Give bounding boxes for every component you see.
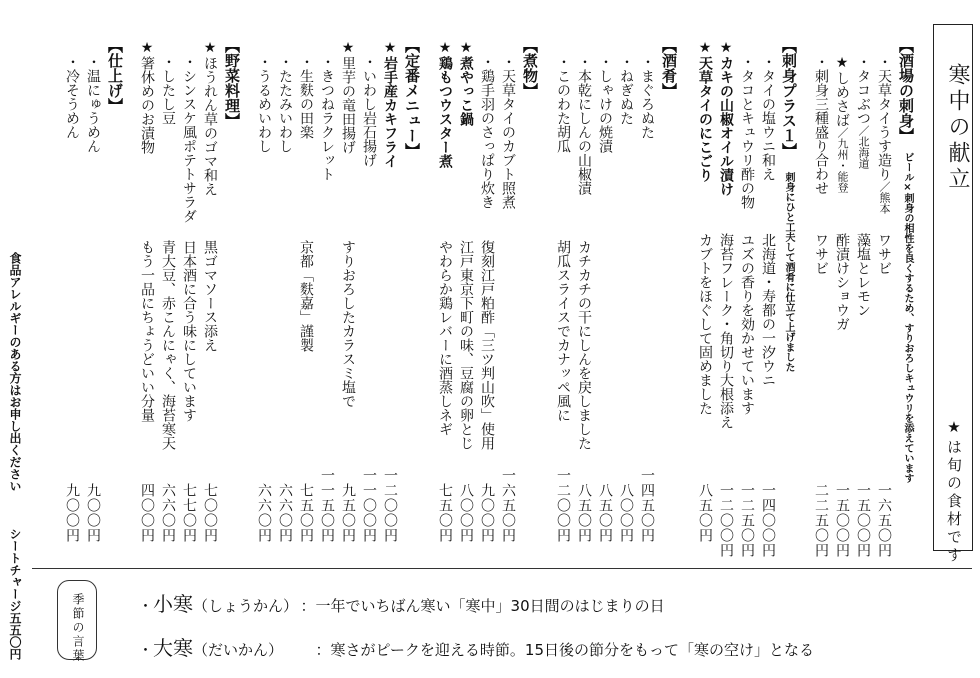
menu-item-desc: 海苔フレーク・角切り大根添え bbox=[718, 233, 734, 429]
menu-item-price: 一六五〇円 bbox=[500, 468, 516, 543]
menu-item-name: ・温にゅうめん bbox=[85, 55, 101, 153]
menu-item-price: 一五〇〇円 bbox=[855, 483, 871, 558]
menu-item-desc: 黒ゴマソース添え bbox=[202, 240, 218, 352]
menu-item-desc: もう一品にちょうどいい分量 bbox=[139, 240, 155, 422]
menu-item-desc: すりおろしたカラスミ塩で bbox=[340, 240, 356, 408]
menu-item-name: ・きつねラクレット bbox=[319, 55, 335, 181]
menu-item-price: 八五〇円 bbox=[576, 483, 592, 543]
menu-item-name: ★鶏もつウスター煮 bbox=[437, 40, 453, 168]
menu-item-desc: やわらか鶏レバーに酒蒸しネギ bbox=[437, 240, 453, 436]
menu-item-name: ★ほうれん草のゴマ和え bbox=[202, 40, 218, 196]
season-term: ・大寒（だいかん） ：寒さがピークを迎える時節。15日後の節分をもって「寒の空け」となる bbox=[138, 636, 815, 660]
menu-item-price: 一二〇〇円 bbox=[718, 483, 734, 558]
menu-item-name: ・したし豆 bbox=[160, 55, 176, 125]
menu-item-desc: 日本酒に合う味にしています bbox=[181, 240, 197, 422]
sashimi-note: ビール×刺身の相性を良くするため、すりおろしキュウリを添えています bbox=[902, 152, 913, 483]
menu-item-name: ・うるめいわし bbox=[256, 55, 272, 153]
menu-item-price: 一二〇〇円 bbox=[555, 468, 571, 543]
menu-item-price: 九五〇円 bbox=[340, 483, 356, 543]
menu-item-price: 九〇〇円 bbox=[479, 483, 495, 543]
season-label-box bbox=[57, 580, 97, 663]
menu-item-price: 六六〇円 bbox=[160, 483, 176, 543]
menu-item-price: 一二五〇円 bbox=[739, 483, 755, 558]
menu-item-price: 七〇〇円 bbox=[202, 483, 218, 543]
sashimi-plus-note: 刺身にひと工夫して酒肴に仕立て上げました bbox=[783, 172, 794, 372]
menu-item-desc: 胡瓜スライスでカナッペ風に bbox=[555, 240, 571, 422]
allergy-note: 食品アレルギーのある方はお申し出ください bbox=[8, 252, 22, 492]
menu-item-price: 四〇〇円 bbox=[139, 483, 155, 543]
menu-item-name: ・鶏手羽のさっぱり炊き bbox=[479, 55, 495, 209]
menu-item-price: 九〇〇円 bbox=[85, 483, 101, 543]
menu-item-name: ・タイの塩ウニ和え bbox=[760, 55, 776, 181]
menu-item-desc: カチカチの干にしんを戻しました bbox=[576, 240, 592, 450]
menu-item-price: 一六五〇円 bbox=[876, 483, 892, 558]
menu-item-price: 一五〇〇円 bbox=[834, 483, 850, 558]
menu-item-price: 一一五〇円 bbox=[319, 468, 335, 543]
section-heading-sakana: 【酒肴】 bbox=[660, 38, 678, 98]
menu-item-name: ・タコぶつ／北海道 bbox=[855, 55, 871, 169]
menu-item-name: ・たたみいわし bbox=[277, 55, 293, 153]
menu-item-name: ・いわし岩石揚げ bbox=[361, 55, 377, 167]
menu-item-desc: ワサビ bbox=[876, 233, 892, 275]
menu-item-name: ・本乾にしんの山椒漬 bbox=[576, 55, 592, 195]
menu-item-price: 九〇〇円 bbox=[64, 483, 80, 543]
menu-item-price: 一四〇〇円 bbox=[760, 483, 776, 558]
menu-item-price: 八〇〇円 bbox=[458, 483, 474, 543]
menu-item-name: ★岩手産カキフライ bbox=[382, 40, 398, 168]
menu-item-price: 一一〇〇円 bbox=[361, 468, 377, 543]
seasonal-note: ★は旬の食材です bbox=[945, 418, 963, 565]
menu-item-name: ★しめさば／九州・能登 bbox=[834, 55, 850, 193]
menu-item-name: ★箸休めのお漬物 bbox=[139, 40, 155, 154]
menu-item-name: ・刺身三種盛り合わせ bbox=[813, 55, 829, 195]
menu-item-desc: 京都「麩嘉」謹製 bbox=[298, 240, 314, 352]
menu-item-name: ★天草タイのにこごり bbox=[697, 40, 713, 182]
menu-item-name: ・このわた胡瓜 bbox=[555, 55, 571, 153]
menu-item-name: ★カキの山椒オイル漬け bbox=[718, 40, 734, 196]
menu-item-desc: 北海道・寿都の一汐ウニ bbox=[760, 233, 776, 387]
menu-item-name: ★里芋の竜田揚げ bbox=[340, 40, 356, 154]
menu-item-price: 八五〇円 bbox=[597, 483, 613, 543]
menu-item-name: ・ねぎぬた bbox=[618, 55, 634, 125]
menu-item-price: 八五〇円 bbox=[697, 483, 713, 543]
title-box bbox=[933, 24, 973, 565]
menu-item-name: ・タコとキュウリ酢の物 bbox=[739, 55, 755, 209]
menu-item-desc: カブトをほぐして固めました bbox=[697, 233, 713, 415]
menu-item-name: ・冷そうめん bbox=[64, 55, 80, 139]
menu-item-name: ・まぐろぬた bbox=[639, 55, 655, 139]
menu-item-name: ・しゃけの焼漬 bbox=[597, 55, 613, 153]
menu-item-price: 七五〇円 bbox=[298, 483, 314, 543]
menu-item-price: 六六〇円 bbox=[277, 483, 293, 543]
menu-item-price: 八〇〇円 bbox=[618, 483, 634, 543]
menu-item-desc: 酢漬けショウガ bbox=[834, 233, 850, 331]
section-heading-teiban: 【定番メニュー】 bbox=[403, 38, 421, 158]
section-heading-shiage: 【仕上げ】 bbox=[106, 38, 124, 113]
menu-item-name: ・生麩の田楽 bbox=[298, 55, 314, 139]
menu-item-price: 六六〇円 bbox=[256, 483, 272, 543]
season-label: 季節の言葉 bbox=[71, 593, 85, 663]
section-heading-sashimi-plus: 【刺身プラス１】 bbox=[780, 38, 798, 158]
menu-item-price: 二二五〇円 bbox=[813, 483, 829, 558]
menu-item-desc: 江戸東京下町の味、豆腐の卵とじ bbox=[458, 240, 474, 450]
menu-item-desc: 復刻江戸粕酢「三ツ判山吹」使用 bbox=[479, 240, 495, 450]
menu-item-name: ・天草タイのカブト照煮 bbox=[500, 55, 516, 209]
season-term: ・小寒（しょうかん） ：一年でいちばん寒い「寒中」30日間のはじまりの日 bbox=[138, 592, 665, 616]
menu-item-desc: 藻塩とレモン bbox=[855, 233, 871, 317]
section-heading-sashimi: 【酒場の刺身】 bbox=[897, 38, 915, 143]
divider bbox=[32, 568, 972, 569]
page-title: 寒中の献立 bbox=[945, 63, 970, 193]
menu-item-name: ★煮やっこ鍋 bbox=[458, 40, 474, 126]
menu-item-desc: ワサビ bbox=[813, 233, 829, 275]
menu-item-price: 一四五〇円 bbox=[639, 468, 655, 543]
menu-item-price: 七五〇円 bbox=[437, 483, 453, 543]
section-heading-yasai: 【野菜料理】 bbox=[223, 38, 241, 128]
menu-item-desc: 青大豆、赤こんにゃく、海苔寒天 bbox=[160, 240, 176, 450]
menu-item-name: ・シンスケ風ポテトサラダ bbox=[181, 55, 197, 223]
menu-item-price: 一二〇〇円 bbox=[382, 468, 398, 543]
section-heading-nimono: 【煮物】 bbox=[521, 38, 539, 98]
menu-item-desc: ユズの香りを効かせています bbox=[739, 233, 755, 415]
menu-item-name: ・天草タイうす造り／熊本 bbox=[876, 55, 892, 214]
menu-item-price: 七七〇円 bbox=[181, 483, 197, 543]
seat-charge-note: シートチャージ五五〇円 bbox=[8, 528, 22, 660]
